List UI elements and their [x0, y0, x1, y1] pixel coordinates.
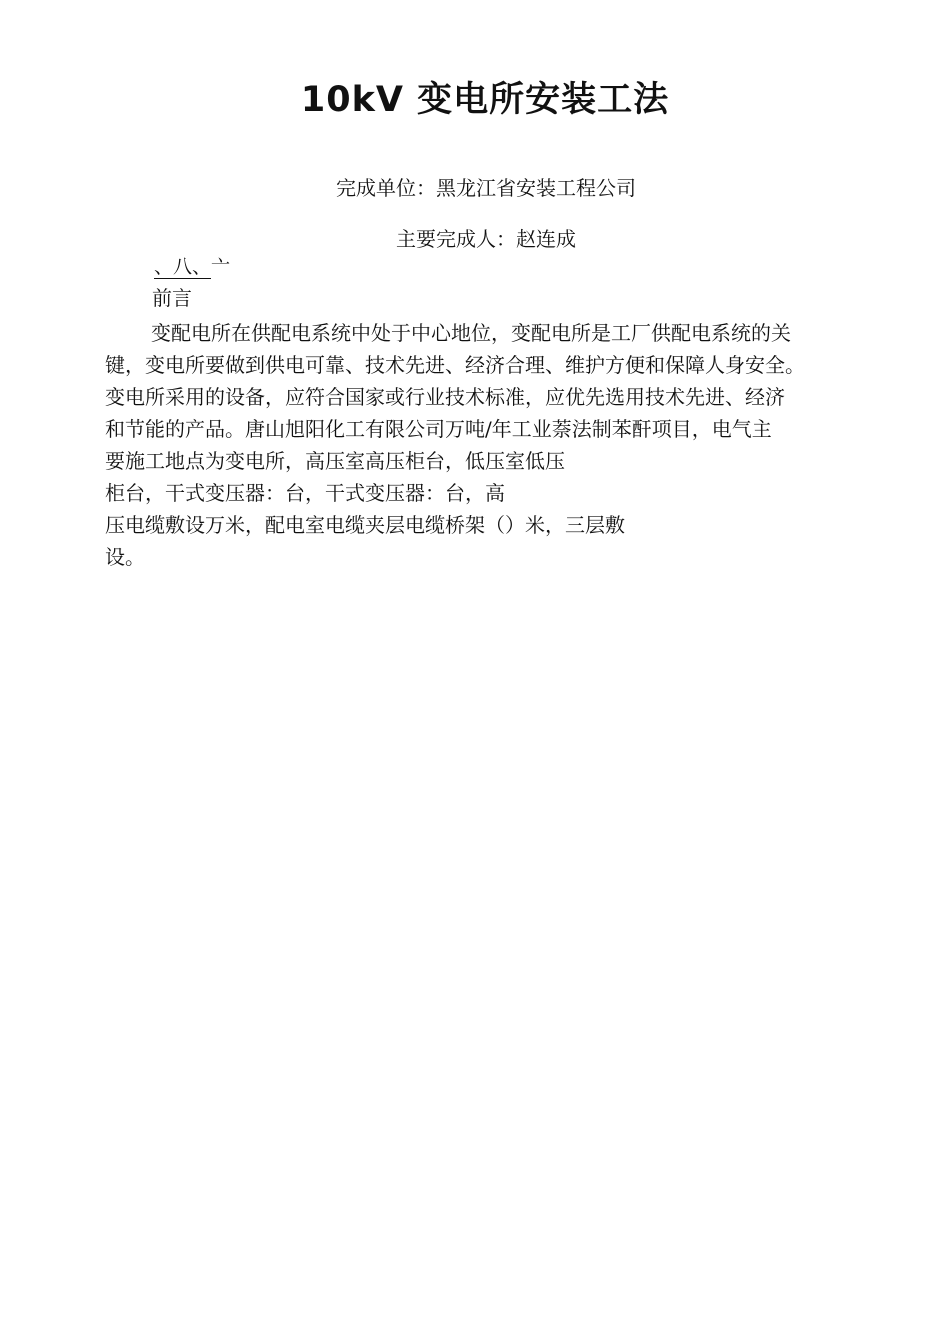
preface-body: [105, 317, 875, 573]
section-heading-preface: 前言: [152, 286, 192, 310]
body-line: 变电所采用的设备，应符合国家或行业技术标准，应优先选用技术先进、经济: [105, 385, 785, 409]
section-number-underlined: 、八、: [154, 256, 212, 278]
body-line: 压电缆敷设万米，配电室电缆夹层电缆桥架（）米，三层敷: [105, 513, 625, 537]
document-title: 10kV 变电所安装工法: [300, 80, 670, 120]
body-line: 和节能的产品。唐山旭阳化工有限公司万吨/年工业萘法制苯酐项目，电气主: [105, 417, 772, 441]
body-line: 变配电所在供配电系统中处于中心地位，变配电所是工厂供配电系统的关: [151, 321, 791, 345]
section-number-mark: [154, 256, 230, 278]
body-line: 柜台，干式变压器：台，干式变压器：台，高: [105, 481, 505, 505]
body-line: 要施工地点为变电所，高压室高压柜台，低压室低压: [105, 449, 565, 473]
section-number-tail: 亠: [211, 256, 231, 278]
body-line: 设。: [105, 545, 145, 569]
main-author: 主要完成人：赵连成: [396, 227, 576, 251]
completion-unit: 完成单位：黑龙江省安装工程公司: [336, 176, 636, 200]
body-line: 键，变电所要做到供电可靠、技术先进、经济合理、维护方便和保障人身安全。: [105, 353, 805, 377]
